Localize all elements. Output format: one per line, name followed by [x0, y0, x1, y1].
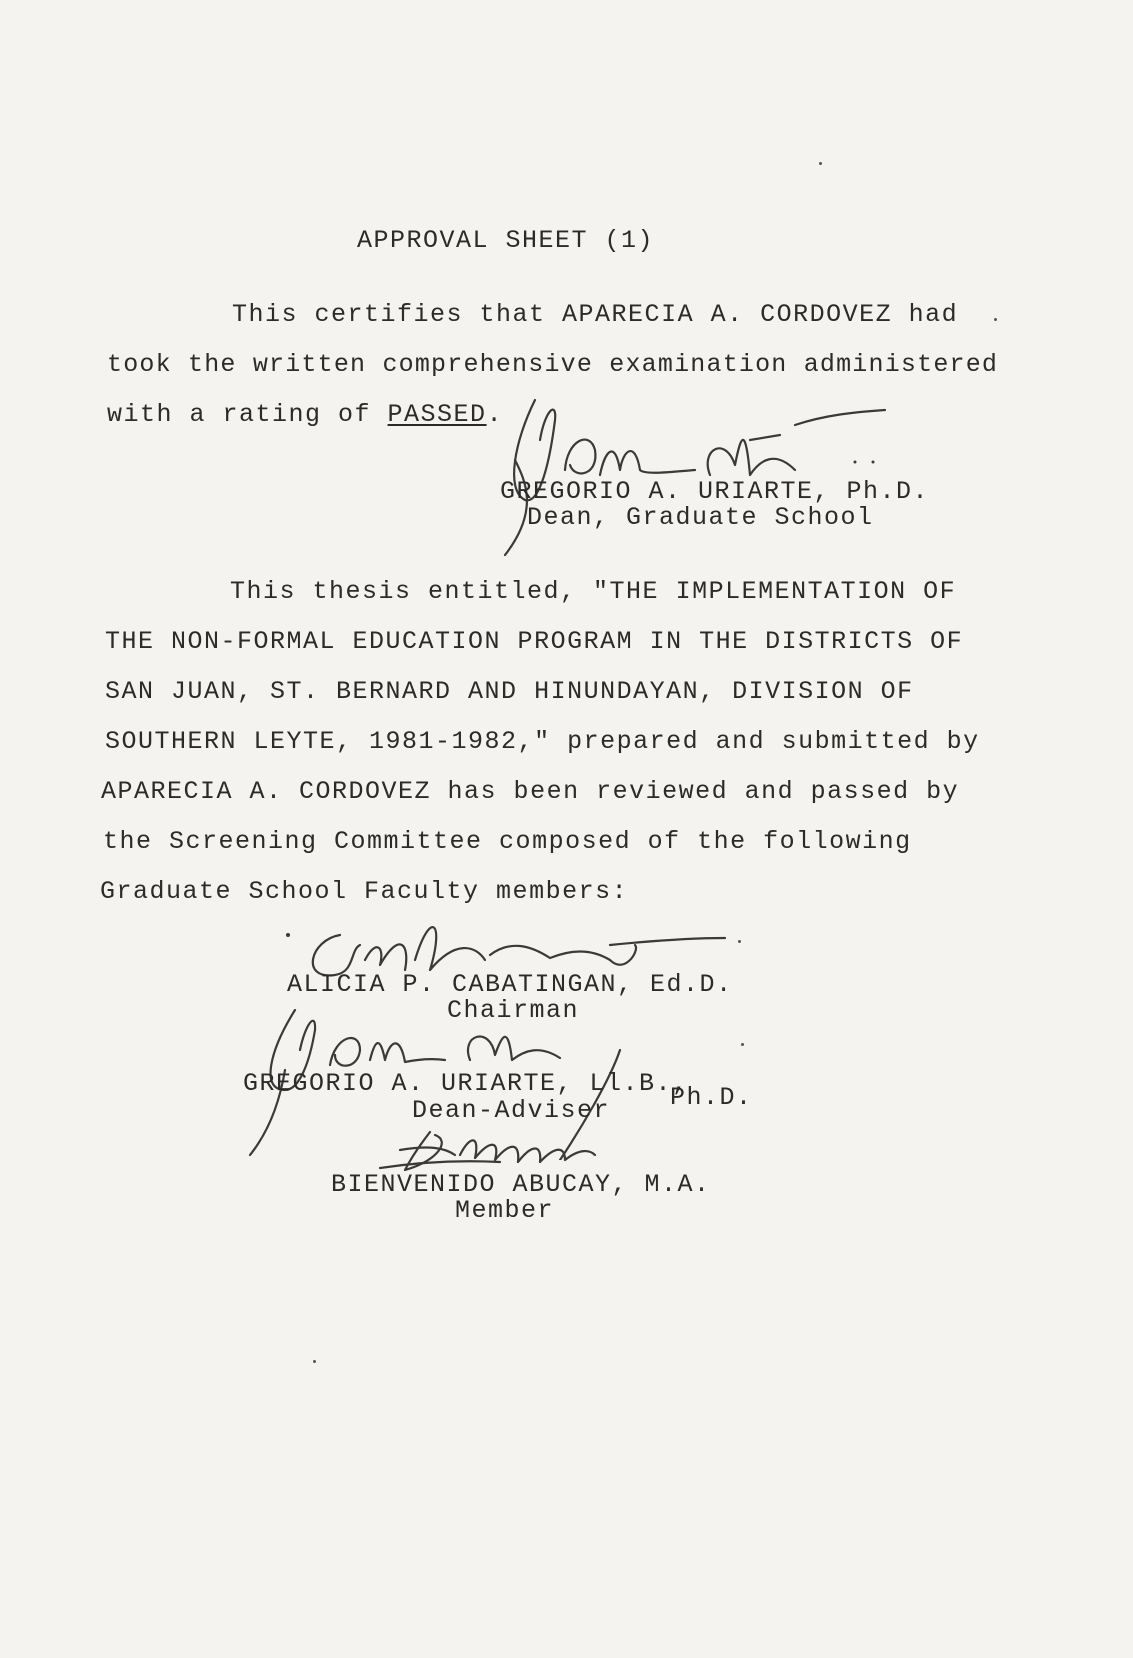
- dean-title: Dean, Graduate School: [527, 503, 874, 532]
- adviser-name: GREGORIO A. URIARTE, Ll.B.,: [243, 1069, 689, 1098]
- thesis-line-1: This thesis entitled, "THE IMPLEMENTATION OF: [230, 577, 957, 606]
- page-title: APPROVAL SHEET (1): [357, 226, 655, 255]
- dean-signature: [495, 380, 895, 560]
- chairman-name: ALICIA P. CABATINGAN, Ed.D.: [287, 970, 733, 999]
- thesis-line-6: the Screening Committee composed of the following: [103, 827, 912, 856]
- dean-name: GREGORIO A. URIARTE, Ph.D.: [500, 477, 930, 506]
- scan-speck: [738, 940, 741, 943]
- scan-speck: [313, 1360, 316, 1363]
- rating-suffix: .: [486, 400, 504, 429]
- certification-line-2: took the written comprehensive examination administered: [107, 350, 999, 379]
- adviser-role: Dean-Adviser: [412, 1096, 611, 1125]
- scan-speck: [819, 162, 822, 165]
- member-role: Member: [455, 1196, 555, 1225]
- adviser-degree: Ph.D.: [670, 1083, 753, 1112]
- thesis-line-5: APARECIA A. CORDOVEZ has been reviewed and passed by: [101, 777, 960, 806]
- rating-value: PASSED: [387, 400, 487, 429]
- thesis-line-2: THE NON-FORMAL EDUCATION PROGRAM IN THE DISTRICTS OF: [105, 627, 964, 656]
- member-name: BIENVENIDO ABUCAY, M.A.: [331, 1170, 711, 1199]
- certification-line-3: [107, 400, 503, 429]
- thesis-line-3: SAN JUAN, ST. BERNARD AND HINUNDAYAN, DIVISION OF: [105, 677, 914, 706]
- thesis-line-7: Graduate School Faculty members:: [100, 877, 629, 906]
- scan-speck: [741, 1043, 744, 1046]
- thesis-line-4: SOUTHERN LEYTE, 1981-1982," prepared and submitted by: [105, 727, 980, 756]
- rating-prefix: with a rating of: [107, 400, 388, 429]
- chairman-role: Chairman: [447, 996, 580, 1025]
- scan-speck: [994, 318, 997, 321]
- certification-line-1: This certifies that APARECIA A. CORDOVEZ had: [232, 300, 959, 329]
